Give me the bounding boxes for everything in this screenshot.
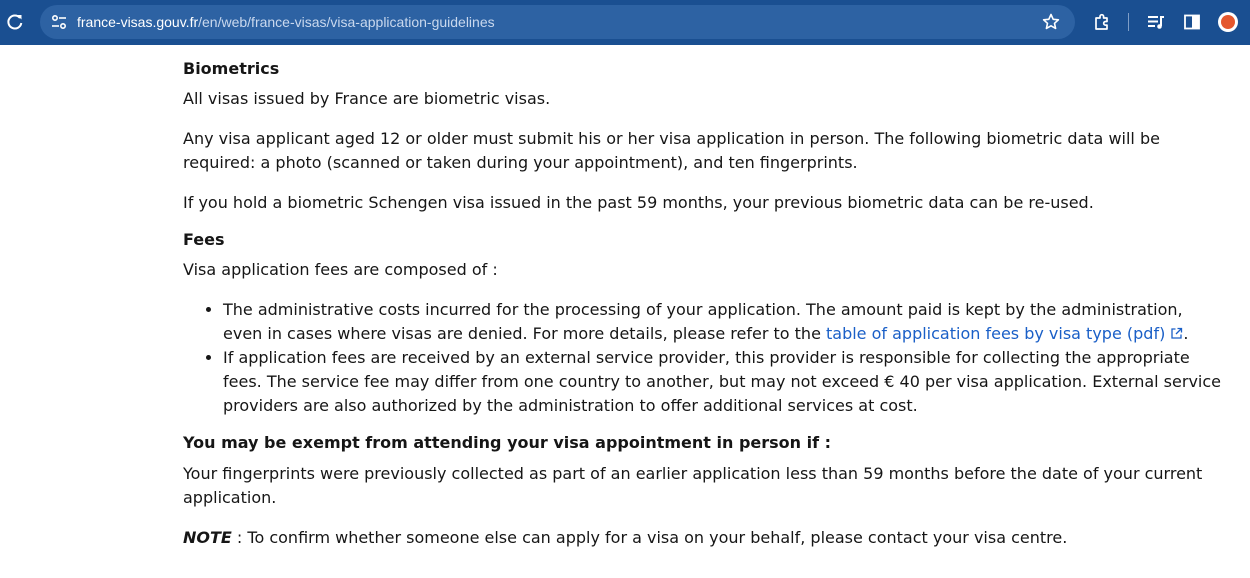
url-domain: france-visas.gouv.fr [77,14,199,30]
site-info-icon[interactable] [50,13,68,31]
note-label: NOTE [183,528,232,547]
toolbar-divider [1128,13,1129,31]
exempt-heading: You may be exempt from attending your visa appointment in person if : [183,433,832,452]
note-text: : To confirm whether someone else can apply for a visa on your behalf, please contact your visa centre. [231,528,1068,547]
browser-toolbar [0,0,1250,45]
address-bar[interactable] [40,5,1075,39]
biometrics-paragraph-1: All visas issued by France are biometric visas. [183,89,551,108]
reload-icon[interactable] [5,12,25,32]
side-panel-icon[interactable] [1182,12,1202,32]
list-item: • If application fees are received by an external service provider, this provider is responsible for collecting the appropriate fees. The service fee may differ from one country to another, but may not exceed € 40 per visa application. External service providers are also authorized by the administration to offer additional services at cost. [223,346,1223,418]
fees-heading: Fees [183,230,225,249]
extensions-icon[interactable] [1092,12,1112,32]
list-item [223,298,1223,346]
exempt-paragraph: Your fingerprints were previously collected as part of an earlier application less than 59 months before the date of your current application. [183,464,1203,507]
biometrics-paragraph-3: If you hold a biometric Schengen visa issued in the past 59 months, your previous biometric data can be re-used. [183,193,1094,212]
media-control-icon[interactable] [1146,12,1166,32]
star-icon[interactable] [1041,12,1061,32]
fees-intro: Visa application fees are composed of : [183,260,498,279]
external-link-icon [1170,327,1183,340]
url-path: /en/web/france-visas/visa-application-guidelines [198,14,495,30]
note-paragraph [183,526,1223,550]
fees-table-link[interactable] [826,324,1183,343]
profile-avatar[interactable] [1218,12,1238,32]
biometrics-heading: Biometrics [183,59,280,78]
fees-item-1-text: The administrative costs incurred for the processing of your application. The amount paid is kept by the administration, even in cases where visas are denied. For more details, please refer to the [223,300,1183,343]
fees-item-1-end: . [1183,324,1189,343]
url-text[interactable] [77,13,495,31]
page-content [183,45,1223,550]
biometrics-paragraph-2: Any visa applicant aged 12 or older must submit his or her visa application in person. The following biometric data will be required: a photo (scanned or taken during your appointment), and ten fingerprints. [183,129,1160,172]
fees-list [183,298,1223,418]
avatar-image [1221,15,1235,29]
fees-table-link-label: table of application fees by visa type (pdf) [826,324,1166,343]
